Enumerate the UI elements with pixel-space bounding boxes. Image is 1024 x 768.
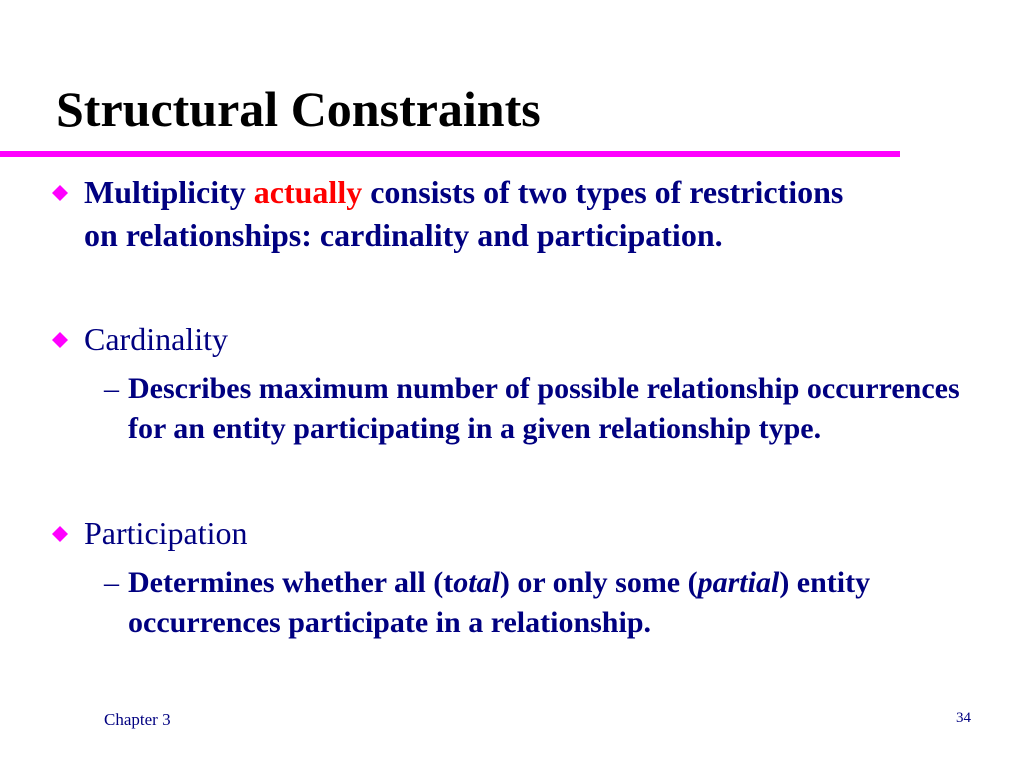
bullet-text: Participation	[84, 515, 248, 551]
italic-term: partial	[697, 566, 780, 599]
dash-marker: –	[104, 566, 119, 599]
diamond-bullet-icon	[52, 332, 68, 348]
dash-marker: –	[104, 372, 119, 405]
title-divider	[0, 151, 900, 157]
slide-title: Structural Constraints	[56, 81, 541, 137]
bullet-text: Multiplicity actually consists of two types of restrictions on relationships: cardinality and participation.	[84, 174, 844, 253]
diamond-bullet-icon	[52, 185, 68, 201]
highlighted-word: actually	[253, 174, 363, 210]
italic-term: otal	[453, 566, 500, 599]
sub-bullet-text: Determines whether all (total) or only some (partial) entity occurrences participate in a relationship.	[128, 566, 871, 639]
bullet-text: Cardinality	[84, 321, 228, 357]
diamond-bullet-icon	[52, 526, 68, 542]
sub-bullet-text: Describes maximum number of possible relationship occurrences for an entity participating in a given relationship type.	[128, 372, 960, 445]
footer-chapter: Chapter 3	[104, 710, 171, 729]
page-number: 34	[956, 710, 971, 726]
